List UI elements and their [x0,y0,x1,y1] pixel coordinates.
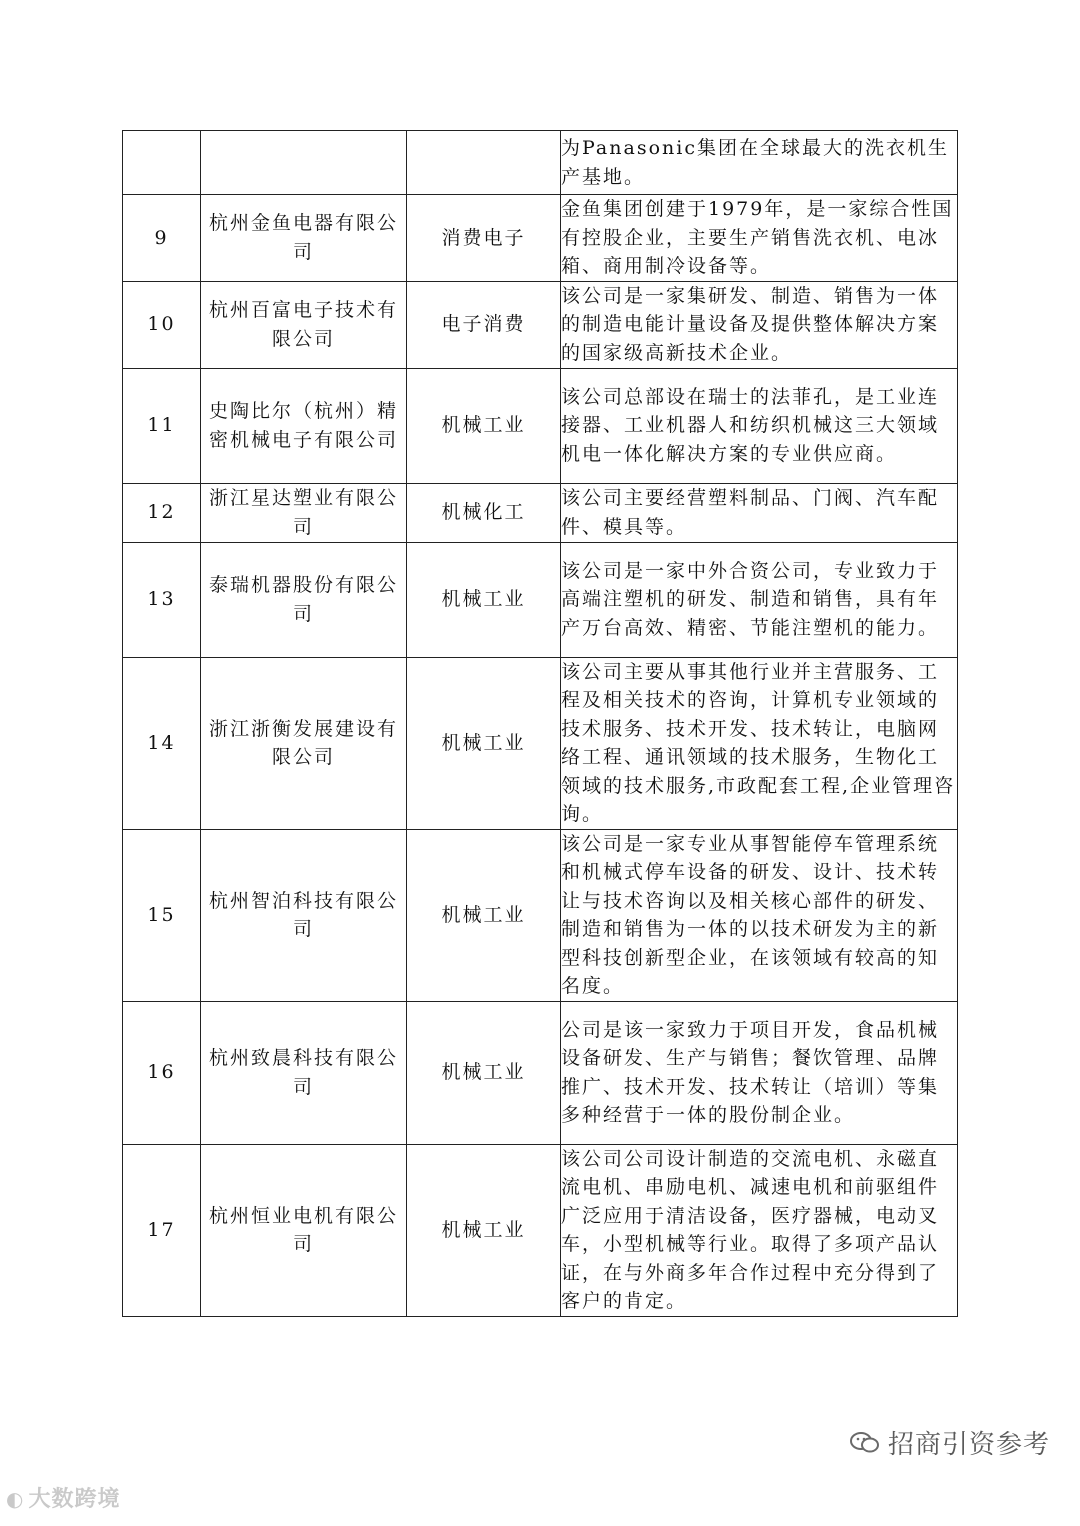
company-description: 该公司公司设计制造的交流电机、永磁直流电机、串励电机、减速电机和前驱组件广泛应用于清洁设备，医疗器械，电动叉车，小型机械等行业。取得了多项产品认证，在与外商多年合作过程中充分得到了客户的肯定。 [561,1144,958,1316]
table-row [123,368,958,483]
row-number: 9 [123,195,201,282]
row-number: 13 [123,542,201,657]
table-row [123,657,958,829]
company-name: 杭州金鱼电器有限公司 [201,195,407,282]
watermark-left-text: 大数跨境 [28,1487,121,1512]
company-name: 杭州致晨科技有限公司 [201,1001,407,1144]
industry: 机械工业 [407,1001,561,1144]
site-watermark [6,1482,120,1513]
company-name [201,131,407,195]
company-name: 浙江浙衡发展建设有限公司 [201,657,407,829]
company-description: 该公司主要经营塑料制品、门阀、汽车配件、模具等。 [561,483,958,542]
industry: 机械工业 [407,657,561,829]
company-name: 杭州智泊科技有限公司 [201,829,407,1001]
row-number: 11 [123,368,201,483]
company-name: 浙江星达塑业有限公司 [201,483,407,542]
company-description: 该公司总部设在瑞士的法菲孔，是工业连接器、工业机器人和纺织机械这三大领域机电一体化解决方案的专业供应商。 [561,368,958,483]
table-row [123,1144,958,1316]
table-row [123,1001,958,1144]
industry: 机械工业 [407,368,561,483]
industry: 机械工业 [407,829,561,1001]
company-name: 杭州百富电子技术有限公司 [201,281,407,368]
industry: 机械工业 [407,1144,561,1316]
row-number: 14 [123,657,201,829]
table-row [123,483,958,542]
company-description: 该公司主要从事其他行业并主营服务、工程及相关技术的咨询，计算机专业领域的技术服务、技术开发、技术转让，电脑网络工程、通讯领域的技术服务，生物化工领域的技术服务,市政配套工程,企业管理咨询。 [561,657,958,829]
company-description: 该公司是一家集研发、制造、销售为一体的制造电能计量设备及提供整体解决方案的国家级高新技术企业。 [561,281,958,368]
company-table [122,130,958,1317]
table-row [123,542,958,657]
table-row [123,281,958,368]
company-description: 公司是该一家致力于项目开发，食品机械设备研发、生产与销售；餐饮管理、品牌推广、技术开发、技术转让（培训）等集多种经营于一体的股份制企业。 [561,1001,958,1144]
industry: 消费电子 [407,195,561,282]
row-number: 12 [123,483,201,542]
table-row [123,131,958,195]
company-description: 该公司是一家中外合资公司，专业致力于高端注塑机的研发、制造和销售，具有年产万台高效、精密、节能注塑机的能力。 [561,542,958,657]
row-number [123,131,201,195]
company-description: 为Panasonic集团在全球最大的洗衣机生产基地。 [561,131,958,195]
row-number: 10 [123,281,201,368]
company-name: 泰瑞机器股份有限公司 [201,542,407,657]
industry: 机械工业 [407,542,561,657]
industry: 电子消费 [407,281,561,368]
row-number: 16 [123,1001,201,1144]
company-description: 金鱼集团创建于1979年，是一家综合性国有控股企业，主要生产销售洗衣机、电冰箱、商用制冷设备等。 [561,195,958,282]
row-number: 17 [123,1144,201,1316]
watermark-right-text: 招商引资参考 [887,1430,1050,1460]
industry [407,131,561,195]
row-number: 15 [123,829,201,1001]
logo-icon: ◐ [6,1487,25,1511]
company-name: 杭州恒业电机有限公司 [201,1144,407,1316]
table-row [123,195,958,282]
table-row [123,829,958,1001]
company-name: 史陶比尔（杭州）精密机械电子有限公司 [201,368,407,483]
industry: 机械化工 [407,483,561,542]
company-description: 该公司是一家专业从事智能停车管理系统和机械式停车设备的研发、设计、技术转让与技术咨询以及相关核心部件的研发、制造和销售为一体的以技术研发为主的新型科技创新型企业，在该领域有较高的知名度。 [561,829,958,1001]
wechat-icon [850,1431,880,1455]
wechat-account-watermark [850,1424,1050,1461]
